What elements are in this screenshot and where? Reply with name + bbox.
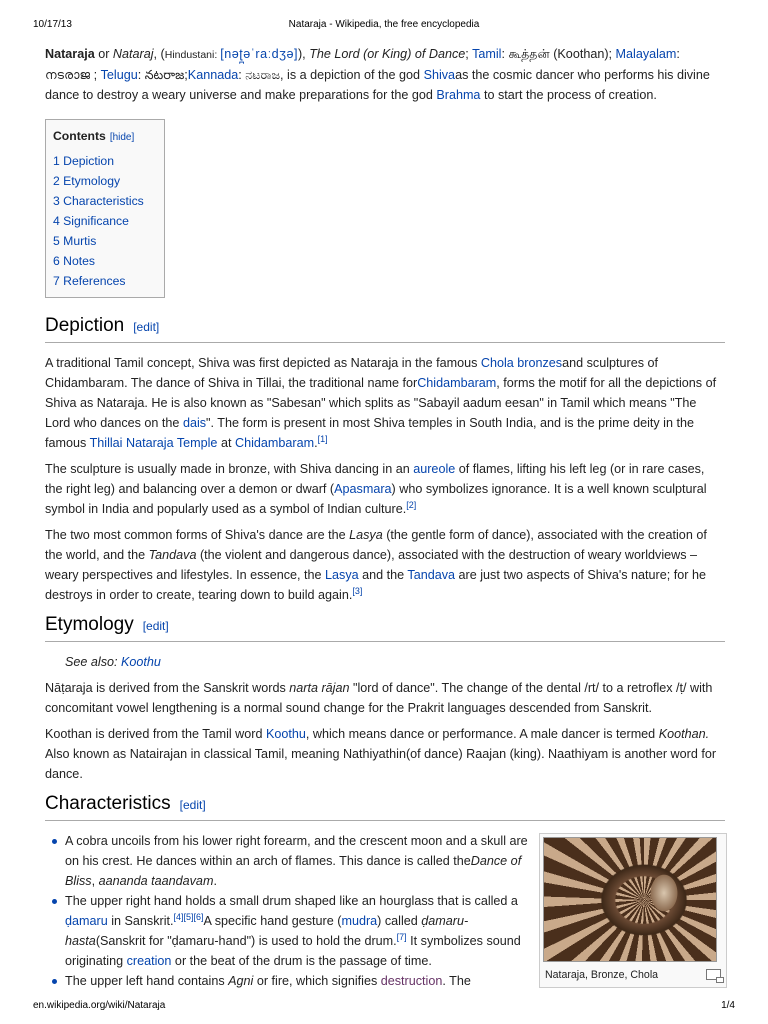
chidambaram-link[interactable]: Chidambaram — [417, 376, 497, 390]
hindustani-link[interactable]: Hindustani — [164, 49, 215, 61]
ref-2[interactable]: [2] — [406, 499, 417, 510]
dais-link[interactable]: dais — [182, 416, 207, 430]
toc-item-murtis[interactable]: 5 Murtis — [53, 234, 97, 248]
tamil-link[interactable]: Tamil — [472, 47, 502, 61]
malayalam-link[interactable]: Malayalam — [615, 47, 677, 61]
ref-3[interactable]: [3] — [352, 585, 363, 596]
toc-item-notes[interactable]: 6 Notes — [53, 254, 96, 268]
edit-characteristics-link[interactable]: [edit] — [179, 798, 206, 812]
aureole-link[interactable]: aureole — [413, 462, 456, 476]
table-of-contents — [45, 119, 165, 298]
intro-paragraph: Nataraja or Nataraj, (Hindustani: [nəʈ̪əˈraːdʒə]), The Lord (or King) of Dance; Tamil: கூத்தன் (Koothan); Malayalam: നടരാജ ; Telugu: నటరాజ;Kannada: ನಟರಾಜ, is a depiction of the god Shivaas the cosmic dancer who performs his divine dance to destroy a weary universe and make preparations for the god Brahma to start the process of creation. — [45, 47, 710, 102]
ref-1[interactable]: [1] — [317, 433, 328, 444]
koothu-link[interactable]: Koothu — [121, 655, 161, 669]
shiva-link[interactable]: Shiva — [423, 68, 456, 82]
toc-item-significance[interactable]: 4 Significance — [53, 214, 129, 228]
chidambaram-link-2[interactable]: Chidambaram — [234, 436, 315, 450]
etymology-paragraph-1: Nāṭaraja is derived from the Sanskrit words narta rājan "lord of dance". The change of the dental /rt/ to a retroflex /ṭ/ with concomitant vowel lengthening is a normal sound change for the Prakrit languages descended from Sanskrit. — [45, 681, 713, 715]
print-date: 10/17/13 — [33, 19, 72, 30]
toc-list — [53, 151, 144, 291]
nataraja-image[interactable] — [543, 837, 717, 962]
list-item: The upper right hand holds a small drum shaped like an hourglass that is called a ḍamaru in Sanskrit.[4][5][6]A specific hand gesture (mudra) called ḍamaru-hasta(Sanskrit for "ḍamaru-hand") is used to hold the drum.[7] It symbolizes sound originating creation or the beat of the drum is the passage of time. — [65, 891, 530, 971]
apasmara-link[interactable]: Apasmara — [334, 482, 392, 496]
image-caption: Nataraja, Bronze, Chola — [543, 962, 723, 984]
kannada-link[interactable]: Kannada — [187, 68, 239, 82]
enlarge-icon[interactable] — [706, 969, 721, 980]
ref-4-5-6[interactable]: [4][5][6] — [173, 911, 204, 922]
brahma-link[interactable]: Brahma — [436, 88, 481, 102]
creation-link[interactable]: creation — [126, 954, 172, 968]
edit-etymology-link[interactable]: [edit] — [142, 619, 169, 633]
toc-title: Contents — [53, 129, 106, 143]
lasya-link[interactable]: Lasya — [325, 568, 359, 582]
heading-characteristics: Characteristics [edit] — [45, 792, 725, 821]
mudra-link[interactable]: mudra — [341, 914, 378, 928]
print-header — [0, 0, 768, 30]
tandava-link[interactable]: Tandava — [407, 568, 456, 582]
ipa-link[interactable]: [nəʈ̪əˈraːdʒə] — [220, 47, 298, 61]
koothu-link-2[interactable]: Koothu — [265, 727, 306, 741]
print-url: en.wikipedia.org/wiki/Nataraja — [33, 1000, 166, 1011]
heading-depiction: Depiction [edit] — [45, 314, 725, 343]
list-item: A cobra uncoils from his lower right forearm, and the crescent moon and a skull are on his crest. He dances within an arch of flames. This dance is called theDance of Bliss, aananda taandavam. — [65, 831, 530, 891]
damaru-link[interactable]: ḍamaru — [65, 914, 108, 928]
depiction-paragraph-3: The two most common forms of Shiva's dance are the Lasya (the gentle form of dance), associated with the creation of the world, and the Tandava (the violent and dangerous dance), associated with the destruction of weary worldviews – weary perspectives and lifestyles. In essence, the Lasya and the Tandava are just two aspects of Shiva's nature; for he destroys in order to create, tearing down to build again.[3] — [45, 528, 707, 602]
depiction-paragraph-2: The sculpture is usually made in bronze, with Shiva dancing in an aureole of flames, lifting his left leg (or in rare cases, the right leg) and balancing over a demon or dwarf (Apasmara) who symbolizes ignorance. It is a well known sculptural symbol in India and popularly used as a symbol of Indian culture.[2] — [45, 462, 707, 516]
chola-bronzes-link[interactable]: Chola bronzes — [480, 356, 563, 370]
toc-item-etymology[interactable]: 2 Etymology — [53, 174, 121, 188]
thillai-temple-link[interactable]: Thillai Nataraja Temple — [89, 436, 218, 450]
print-title: Nataraja - Wikipedia, the free encyclopedia — [288, 19, 480, 30]
print-footer — [0, 994, 768, 1024]
telugu-link[interactable]: Telugu — [100, 68, 138, 82]
depiction-paragraph-1: A traditional Tamil concept, Shiva was first depicted as Nataraja in the famous Chola bronzesand sculptures of Chidambaram. The dance of Shiva in Tillai, the traditional name forChidambaram, forms the motif for all the depictions of Shiva as Nataraja. He is also known as "Sabesan" which splits as "Sabayil aadum eesan" in Tamil which means "The Lord who dances on the dais". The form is present in most Shiva temples in South India, and is the prime deity in the famous Thillai Nataraja Temple at Chidambaram.[1] — [45, 356, 717, 450]
toc-item-characteristics[interactable]: 3 Characteristics — [53, 194, 144, 208]
list-item: The upper left hand contains Agni or fire, which signifies destruction. The — [65, 971, 530, 991]
characteristics-list — [45, 831, 530, 991]
ref-7[interactable]: [7] — [396, 931, 407, 942]
characteristics-section — [45, 831, 725, 991]
see-also-note: See also: Koothu — [65, 655, 161, 669]
toc-item-references[interactable]: 7 References — [53, 274, 126, 288]
etymology-paragraph-2: Koothan is derived from the Tamil word Koothu, which means dance or performance. A male dancer is termed Koothan. Also known as Natairajan in classical Tamil, meaning Nathiyathin(of dance) Raajan (king). Naathiyam is another word for dance. — [45, 727, 717, 781]
destruction-link[interactable]: destruction — [380, 974, 443, 988]
heading-etymology: Etymology [edit] — [45, 613, 725, 642]
nataraja-thumbnail — [539, 833, 727, 988]
page-number: 1/4 — [721, 1000, 735, 1011]
article-content — [45, 44, 725, 991]
article-subject: Nataraja — [45, 47, 95, 61]
toc-hide-link[interactable]: [hide] — [109, 132, 135, 143]
toc-item-depiction[interactable]: 1 Depiction — [53, 154, 114, 168]
edit-depiction-link[interactable]: [edit] — [133, 320, 160, 334]
